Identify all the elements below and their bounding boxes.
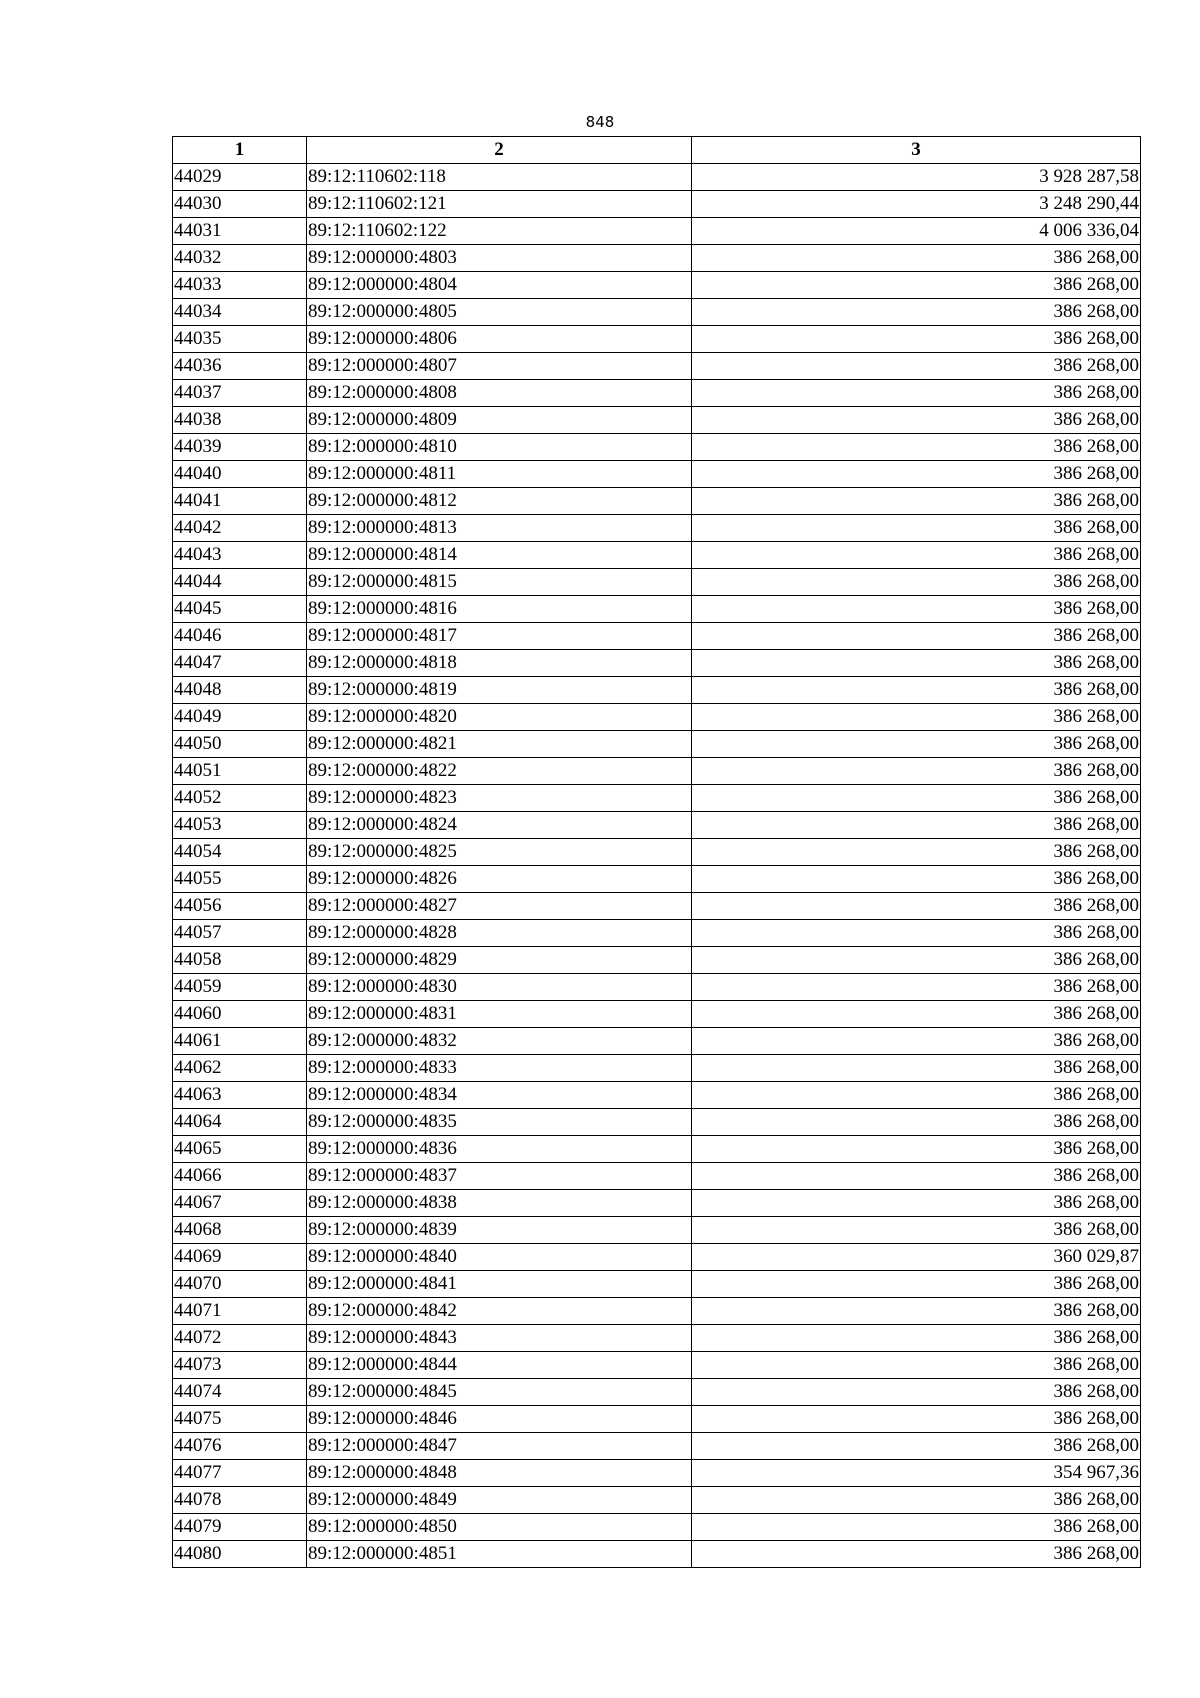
cadastral-number-cell: 89:12:000000:4816 (307, 596, 692, 623)
cadastral-value-cell: 386 268,00 (692, 1271, 1141, 1298)
cadastral-value-cell: 386 268,00 (692, 326, 1141, 353)
cadastral-number-cell: 89:12:000000:4831 (307, 1001, 692, 1028)
cadastral-number-cell: 89:12:000000:4845 (307, 1379, 692, 1406)
row-number-cell: 44062 (173, 1055, 307, 1082)
cadastral-value-cell: 386 268,00 (692, 1406, 1141, 1433)
cadastral-number-cell: 89:12:000000:4830 (307, 974, 692, 1001)
table-row (173, 353, 1141, 380)
cadastral-value-cell: 386 268,00 (692, 623, 1141, 650)
table-header (173, 137, 1141, 164)
page-number: 848 (585, 113, 615, 131)
cadastral-number-cell: 89:12:000000:4844 (307, 1352, 692, 1379)
cadastral-value-cell: 386 268,00 (692, 893, 1141, 920)
cadastral-value-cell: 386 268,00 (692, 461, 1141, 488)
row-number-cell: 44069 (173, 1244, 307, 1271)
table-row (173, 1001, 1141, 1028)
cadastral-number-cell: 89:12:110602:118 (307, 164, 692, 191)
table-row (173, 218, 1141, 245)
table-row (173, 407, 1141, 434)
column-header-1: 1 (173, 137, 307, 164)
cadastral-number-cell: 89:12:000000:4834 (307, 1082, 692, 1109)
table-row (173, 839, 1141, 866)
table-row (173, 542, 1141, 569)
cadastral-number-cell: 89:12:000000:4841 (307, 1271, 692, 1298)
cadastral-value-cell: 386 268,00 (692, 1028, 1141, 1055)
cadastral-number-cell: 89:12:000000:4851 (307, 1541, 692, 1568)
table-row (173, 1406, 1141, 1433)
table-row (173, 488, 1141, 515)
column-header-2: 2 (307, 137, 692, 164)
cadastral-value-cell: 386 268,00 (692, 1379, 1141, 1406)
table-row (173, 947, 1141, 974)
row-number-cell: 44058 (173, 947, 307, 974)
cadastral-value-cell: 3 928 287,58 (692, 164, 1141, 191)
cadastral-number-cell: 89:12:000000:4824 (307, 812, 692, 839)
row-number-cell: 44079 (173, 1514, 307, 1541)
row-number-cell: 44072 (173, 1325, 307, 1352)
cadastral-value-cell: 386 268,00 (692, 299, 1141, 326)
row-number-cell: 44042 (173, 515, 307, 542)
table-row (173, 1298, 1141, 1325)
row-number-cell: 44036 (173, 353, 307, 380)
cadastral-number-cell: 89:12:000000:4848 (307, 1460, 692, 1487)
cadastral-value-cell: 386 268,00 (692, 407, 1141, 434)
cadastral-number-cell: 89:12:000000:4814 (307, 542, 692, 569)
cadastral-value-cell: 386 268,00 (692, 1298, 1141, 1325)
row-number-cell: 44035 (173, 326, 307, 353)
cadastral-value-cell: 386 268,00 (692, 1541, 1141, 1568)
cadastral-value-cell: 386 268,00 (692, 920, 1141, 947)
row-number-cell: 44054 (173, 839, 307, 866)
cadastral-value-cell: 386 268,00 (692, 1352, 1141, 1379)
cadastral-value-cell: 386 268,00 (692, 1001, 1141, 1028)
cadastral-value-cell: 386 268,00 (692, 1433, 1141, 1460)
row-number-cell: 44029 (173, 164, 307, 191)
cadastral-number-cell: 89:12:000000:4811 (307, 461, 692, 488)
table-row (173, 1271, 1141, 1298)
row-number-cell: 44045 (173, 596, 307, 623)
table-row (173, 299, 1141, 326)
cadastral-number-cell: 89:12:000000:4825 (307, 839, 692, 866)
table-row (173, 164, 1141, 191)
table-row (173, 758, 1141, 785)
row-number-cell: 44051 (173, 758, 307, 785)
table-row (173, 1055, 1141, 1082)
cadastral-number-cell: 89:12:000000:4842 (307, 1298, 692, 1325)
cadastral-value-cell: 386 268,00 (692, 812, 1141, 839)
cadastral-value-cell: 386 268,00 (692, 353, 1141, 380)
row-number-cell: 44056 (173, 893, 307, 920)
table-row (173, 1325, 1141, 1352)
cadastral-value-cell: 386 268,00 (692, 1190, 1141, 1217)
row-number-cell: 44048 (173, 677, 307, 704)
row-number-cell: 44030 (173, 191, 307, 218)
table-row (173, 1217, 1141, 1244)
cadastral-number-cell: 89:12:000000:4820 (307, 704, 692, 731)
table-row (173, 866, 1141, 893)
row-number-cell: 44039 (173, 434, 307, 461)
cadastral-value-cell: 386 268,00 (692, 245, 1141, 272)
table-row (173, 1082, 1141, 1109)
cadastral-value-cell: 386 268,00 (692, 380, 1141, 407)
row-number-cell: 44080 (173, 1541, 307, 1568)
cadastral-number-cell: 89:12:000000:4821 (307, 731, 692, 758)
cadastral-number-cell: 89:12:000000:4803 (307, 245, 692, 272)
row-number-cell: 44068 (173, 1217, 307, 1244)
cadastral-number-cell: 89:12:000000:4843 (307, 1325, 692, 1352)
table-row (173, 1028, 1141, 1055)
cadastral-number-cell: 89:12:000000:4838 (307, 1190, 692, 1217)
table-row (173, 974, 1141, 1001)
cadastral-value-cell: 386 268,00 (692, 434, 1141, 461)
cadastral-number-cell: 89:12:000000:4808 (307, 380, 692, 407)
row-number-cell: 44057 (173, 920, 307, 947)
row-number-cell: 44065 (173, 1136, 307, 1163)
row-number-cell: 44033 (173, 272, 307, 299)
row-number-cell: 44050 (173, 731, 307, 758)
cadastral-number-cell: 89:12:000000:4839 (307, 1217, 692, 1244)
cadastral-value-cell: 386 268,00 (692, 866, 1141, 893)
table-row (173, 704, 1141, 731)
cadastral-value-cell: 3 248 290,44 (692, 191, 1141, 218)
row-number-cell: 44034 (173, 299, 307, 326)
cadastral-value-table (172, 136, 1141, 1568)
cadastral-number-cell: 89:12:000000:4809 (307, 407, 692, 434)
table-row (173, 434, 1141, 461)
cadastral-number-cell: 89:12:000000:4837 (307, 1163, 692, 1190)
cadastral-number-cell: 89:12:000000:4817 (307, 623, 692, 650)
row-number-cell: 44049 (173, 704, 307, 731)
table-row (173, 1541, 1141, 1568)
cadastral-number-cell: 89:12:000000:4822 (307, 758, 692, 785)
row-number-cell: 44055 (173, 866, 307, 893)
table-row (173, 1514, 1141, 1541)
cadastral-value-cell: 386 268,00 (692, 1217, 1141, 1244)
table-row (173, 245, 1141, 272)
row-number-cell: 44064 (173, 1109, 307, 1136)
row-number-cell: 44076 (173, 1433, 307, 1460)
row-number-cell: 44071 (173, 1298, 307, 1325)
row-number-cell: 44032 (173, 245, 307, 272)
cadastral-value-cell: 386 268,00 (692, 1055, 1141, 1082)
cadastral-number-cell: 89:12:000000:4836 (307, 1136, 692, 1163)
cadastral-number-cell: 89:12:000000:4807 (307, 353, 692, 380)
cadastral-number-cell: 89:12:000000:4812 (307, 488, 692, 515)
row-number-cell: 44070 (173, 1271, 307, 1298)
cadastral-value-cell: 386 268,00 (692, 650, 1141, 677)
table-row (173, 623, 1141, 650)
table-body (173, 164, 1141, 1568)
table-row (173, 272, 1141, 299)
row-number-cell: 44053 (173, 812, 307, 839)
table-row (173, 920, 1141, 947)
table-row (173, 677, 1141, 704)
row-number-cell: 44060 (173, 1001, 307, 1028)
row-number-cell: 44047 (173, 650, 307, 677)
row-number-cell: 44061 (173, 1028, 307, 1055)
table-row (173, 731, 1141, 758)
cadastral-value-cell: 386 268,00 (692, 947, 1141, 974)
cadastral-number-cell: 89:12:000000:4846 (307, 1406, 692, 1433)
table-row (173, 326, 1141, 353)
cadastral-value-cell: 386 268,00 (692, 758, 1141, 785)
row-number-cell: 44037 (173, 380, 307, 407)
row-number-cell: 44077 (173, 1460, 307, 1487)
cadastral-value-cell: 386 268,00 (692, 839, 1141, 866)
table-row (173, 1109, 1141, 1136)
cadastral-number-cell: 89:12:000000:4833 (307, 1055, 692, 1082)
cadastral-value-cell: 386 268,00 (692, 1109, 1141, 1136)
row-number-cell: 44044 (173, 569, 307, 596)
table-row (173, 1460, 1141, 1487)
cadastral-number-cell: 89:12:000000:4828 (307, 920, 692, 947)
cadastral-value-cell: 386 268,00 (692, 542, 1141, 569)
cadastral-value-cell: 386 268,00 (692, 677, 1141, 704)
cadastral-value-cell: 386 268,00 (692, 731, 1141, 758)
cadastral-number-cell: 89:12:000000:4847 (307, 1433, 692, 1460)
cadastral-number-cell: 89:12:000000:4810 (307, 434, 692, 461)
table-row (173, 812, 1141, 839)
row-number-cell: 44074 (173, 1379, 307, 1406)
cadastral-number-cell: 89:12:000000:4850 (307, 1514, 692, 1541)
row-number-cell: 44078 (173, 1487, 307, 1514)
table-row (173, 191, 1141, 218)
cadastral-value-cell: 386 268,00 (692, 1163, 1141, 1190)
cadastral-number-cell: 89:12:000000:4805 (307, 299, 692, 326)
header-row (173, 137, 1141, 164)
row-number-cell: 44052 (173, 785, 307, 812)
row-number-cell: 44031 (173, 218, 307, 245)
table-row (173, 515, 1141, 542)
cadastral-value-cell: 386 268,00 (692, 488, 1141, 515)
row-number-cell: 44046 (173, 623, 307, 650)
row-number-cell: 44073 (173, 1352, 307, 1379)
table-row (173, 1379, 1141, 1406)
cadastral-value-cell: 386 268,00 (692, 515, 1141, 542)
cadastral-value-cell: 386 268,00 (692, 1325, 1141, 1352)
row-number-cell: 44063 (173, 1082, 307, 1109)
cadastral-number-cell: 89:12:110602:121 (307, 191, 692, 218)
cadastral-number-cell: 89:12:000000:4806 (307, 326, 692, 353)
table-row (173, 1136, 1141, 1163)
cadastral-value-cell: 4 006 336,04 (692, 218, 1141, 245)
row-number-cell: 44059 (173, 974, 307, 1001)
table-row (173, 1487, 1141, 1514)
cadastral-number-cell: 89:12:000000:4815 (307, 569, 692, 596)
cadastral-value-cell: 386 268,00 (692, 569, 1141, 596)
cadastral-number-cell: 89:12:000000:4813 (307, 515, 692, 542)
column-header-3: 3 (692, 137, 1141, 164)
cadastral-value-cell: 386 268,00 (692, 974, 1141, 1001)
cadastral-number-cell: 89:12:000000:4827 (307, 893, 692, 920)
row-number-cell: 44067 (173, 1190, 307, 1217)
row-number-cell: 44041 (173, 488, 307, 515)
cadastral-number-cell: 89:12:000000:4826 (307, 866, 692, 893)
cadastral-value-cell: 386 268,00 (692, 596, 1141, 623)
cadastral-value-cell: 386 268,00 (692, 1487, 1141, 1514)
table-row (173, 1190, 1141, 1217)
table-row (173, 461, 1141, 488)
cadastral-number-cell: 89:12:000000:4832 (307, 1028, 692, 1055)
table-row (173, 785, 1141, 812)
row-number-cell: 44043 (173, 542, 307, 569)
cadastral-value-cell: 386 268,00 (692, 1514, 1141, 1541)
cadastral-number-cell: 89:12:000000:4819 (307, 677, 692, 704)
table-row (173, 893, 1141, 920)
cadastral-number-cell: 89:12:000000:4849 (307, 1487, 692, 1514)
cadastral-value-cell: 386 268,00 (692, 272, 1141, 299)
cadastral-number-cell: 89:12:000000:4829 (307, 947, 692, 974)
cadastral-value-cell: 360 029,87 (692, 1244, 1141, 1271)
cadastral-number-cell: 89:12:000000:4818 (307, 650, 692, 677)
cadastral-value-cell: 354 967,36 (692, 1460, 1141, 1487)
table-row (173, 1352, 1141, 1379)
cadastral-number-cell: 89:12:000000:4840 (307, 1244, 692, 1271)
row-number-cell: 44066 (173, 1163, 307, 1190)
table-row (173, 569, 1141, 596)
cadastral-number-cell: 89:12:000000:4804 (307, 272, 692, 299)
cadastral-value-cell: 386 268,00 (692, 704, 1141, 731)
row-number-cell: 44038 (173, 407, 307, 434)
table-row (173, 380, 1141, 407)
cadastral-value-cell: 386 268,00 (692, 1082, 1141, 1109)
row-number-cell: 44040 (173, 461, 307, 488)
cadastral-number-cell: 89:12:110602:122 (307, 218, 692, 245)
table-row (173, 1433, 1141, 1460)
cadastral-value-cell: 386 268,00 (692, 785, 1141, 812)
cadastral-number-cell: 89:12:000000:4835 (307, 1109, 692, 1136)
table-row (173, 596, 1141, 623)
table-row (173, 650, 1141, 677)
cadastral-value-cell: 386 268,00 (692, 1136, 1141, 1163)
cadastral-number-cell: 89:12:000000:4823 (307, 785, 692, 812)
table-row (173, 1163, 1141, 1190)
row-number-cell: 44075 (173, 1406, 307, 1433)
table-row (173, 1244, 1141, 1271)
